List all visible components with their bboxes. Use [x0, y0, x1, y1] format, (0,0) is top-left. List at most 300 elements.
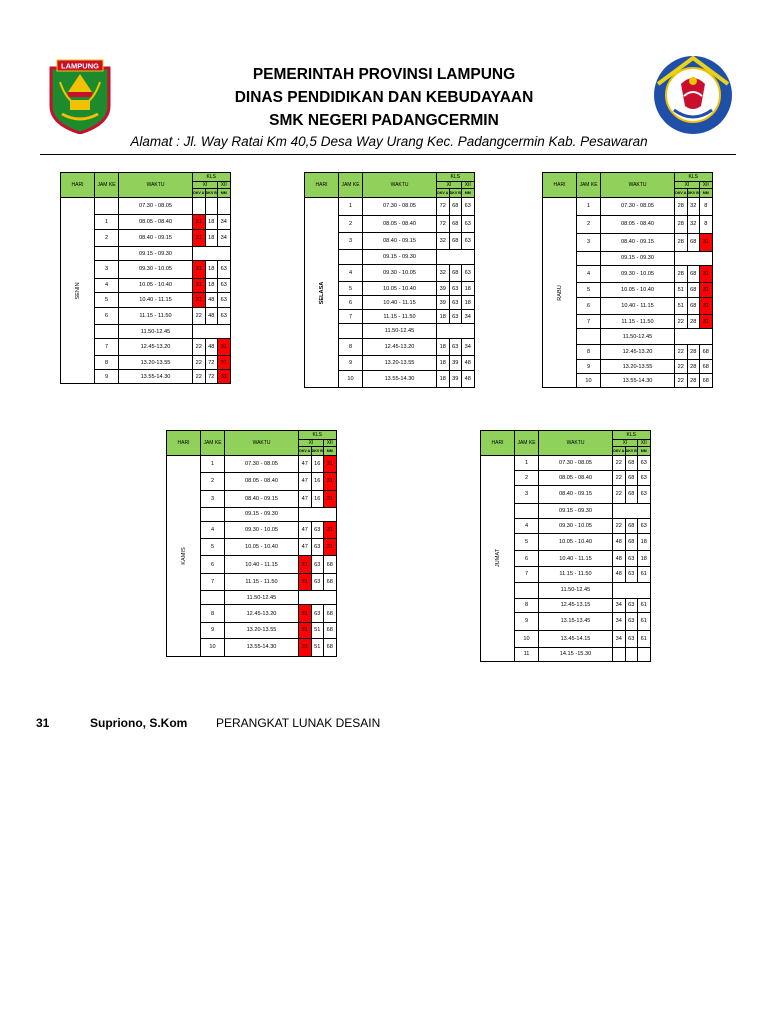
jam-ke-cell: 3 — [95, 261, 119, 279]
mm-cell: 63 — [638, 456, 651, 471]
jam-ke-cell: 4 — [201, 521, 225, 539]
schedule-row — [305, 198, 475, 216]
dkv-a-cell: 28 — [675, 198, 688, 216]
dkv-b-cell: 68 — [625, 518, 638, 533]
school-address: Alamat : Jl. Way Ratai Km 40,5 Desa Way Urang Kec. Padangcermin Kab. Pesawaran — [130, 134, 648, 149]
dkv-a-cell: 22 — [613, 471, 626, 486]
dkv-a-cell: 34 — [613, 630, 626, 647]
header-row — [543, 173, 713, 182]
schedule-row — [61, 198, 231, 215]
waktu-cell: 13.55-14.30 — [119, 370, 193, 384]
dkv-a-cell: 22 — [613, 486, 626, 504]
mm-cell: 63 — [462, 198, 475, 216]
jam-ke-cell: 4 — [95, 278, 119, 292]
waktu-cell: 07.30 - 08.05 — [225, 456, 299, 473]
dkv-b-cell — [205, 198, 218, 215]
jam-ke-cell: 3 — [339, 232, 363, 249]
waktu-cell: 13.55-14.30 — [363, 371, 437, 388]
dkv-b-cell: 63 — [625, 567, 638, 583]
jam-ke-cell: 1 — [515, 456, 539, 471]
header-divider — [40, 154, 736, 155]
waktu-cell: 10.40 - 11.15 — [363, 296, 437, 310]
waktu-cell: 09.30 - 10.05 — [363, 264, 437, 282]
break-blank-cell — [299, 507, 337, 521]
header-mm: MM — [462, 189, 475, 198]
dkv-a-cell: 32 — [437, 232, 450, 249]
mm-cell: 18 — [462, 282, 475, 296]
dkv-b-cell: 18 — [205, 229, 218, 247]
dkv-b-cell: 68 — [449, 198, 462, 216]
waktu-cell: 11.50-12.45 — [539, 582, 613, 598]
dkv-a-cell: 51 — [675, 282, 688, 297]
jam-ke-cell: 5 — [515, 533, 539, 551]
header-waktu: WAKTU — [225, 431, 299, 456]
waktu-cell: 11.50-12.45 — [119, 325, 193, 339]
waktu-cell: 10.05 - 10.40 — [225, 539, 299, 556]
jam-ke-cell: 5 — [201, 539, 225, 556]
waktu-cell: 11.15 - 11.50 — [119, 307, 193, 325]
dkv-a-cell: 34 — [613, 598, 626, 612]
dkv-b-cell: 18 — [205, 278, 218, 292]
jam-ke-cell: 7 — [95, 339, 119, 356]
dkv-b-cell: 72 — [205, 370, 218, 384]
dkv-a-cell: 72 — [437, 215, 450, 232]
mm-cell: 18 — [462, 296, 475, 310]
schedule-row — [481, 456, 651, 471]
jam-ke-cell: 7 — [339, 310, 363, 324]
jam-ke-cell — [201, 591, 225, 605]
header-line-2: DINAS PENDIDIKAN DAN KEBUDAYAAN — [234, 89, 534, 106]
waktu-cell: 08.40 - 09.15 — [363, 232, 437, 249]
waktu-cell: 10.40 - 11.15 — [601, 297, 675, 315]
dkv-a-cell: 22 — [193, 356, 206, 370]
dkv-b-cell: 32 — [687, 198, 700, 216]
waktu-cell: 09.15 - 09.30 — [601, 251, 675, 265]
dkv-a-cell: 72 — [437, 198, 450, 216]
waktu-cell: 09.30 - 10.05 — [539, 518, 613, 533]
header-waktu: WAKTU — [539, 431, 613, 456]
dkv-a-cell — [193, 198, 206, 215]
mm-cell: 31 — [700, 315, 713, 329]
header-line-1: PEMERINTAH PROVINSI LAMPUNG — [252, 66, 516, 83]
header-dkv-b: DKV B — [311, 447, 324, 456]
mm-cell: 31 — [218, 339, 231, 356]
dkv-a-cell: 31 — [299, 574, 312, 591]
dkv-a-cell: 22 — [613, 518, 626, 533]
header-line-3: SMK NEGERI PADANGCERMIN — [269, 112, 499, 129]
jam-ke-cell: 2 — [339, 215, 363, 232]
waktu-cell: 10.05 - 10.40 — [119, 278, 193, 292]
jam-ke-cell: 7 — [201, 574, 225, 591]
dkv-b-cell: 48 — [205, 307, 218, 325]
break-blank-cell — [299, 591, 337, 605]
dkv-b-cell: 68 — [687, 265, 700, 282]
mm-cell: 61 — [638, 630, 651, 647]
jam-ke-cell: 6 — [577, 297, 601, 315]
dkv-b-cell: 39 — [449, 371, 462, 388]
jam-ke-cell — [515, 582, 539, 598]
mm-cell: 31 — [700, 265, 713, 282]
jam-ke-cell: 9 — [577, 360, 601, 374]
break-blank-cell — [675, 251, 713, 265]
header-xi: XI — [675, 182, 700, 189]
waktu-cell: 13.15-13.45 — [539, 612, 613, 630]
dkv-a-cell: 48 — [613, 551, 626, 567]
waktu-cell: 11.15 - 11.50 — [539, 567, 613, 583]
jam-ke-cell: 9 — [201, 623, 225, 639]
dkv-a-cell: 47 — [299, 539, 312, 556]
dkv-b-cell: 63 — [625, 612, 638, 630]
jam-ke-cell — [95, 325, 119, 339]
jam-ke-cell: 2 — [95, 229, 119, 247]
mm-cell — [638, 647, 651, 661]
dkv-b-cell: 63 — [311, 521, 324, 539]
dkv-b-cell: 28 — [687, 374, 700, 388]
jam-ke-cell: 5 — [577, 282, 601, 297]
dkv-a-cell: 28 — [675, 233, 688, 251]
waktu-cell: 11.15 - 11.50 — [601, 315, 675, 329]
header-hari: HARI — [543, 173, 577, 198]
jam-ke-cell: 10 — [201, 638, 225, 656]
mm-cell: 31 — [700, 282, 713, 297]
waktu-cell: 13.55-14.30 — [225, 638, 299, 656]
waktu-cell: 08.05 - 08.40 — [601, 215, 675, 233]
jam-ke-cell: 4 — [577, 265, 601, 282]
day-label — [167, 456, 201, 657]
header-kls: KLS — [613, 431, 651, 440]
dkv-b-cell: 63 — [625, 551, 638, 567]
dkv-b-cell: 68 — [625, 533, 638, 551]
header-xi: XI — [193, 182, 218, 189]
header-dkv-b: DKV B — [205, 189, 218, 198]
dkv-b-cell: 32 — [687, 215, 700, 233]
waktu-cell: 09.15 - 09.30 — [225, 507, 299, 521]
dkv-b-cell: 16 — [311, 473, 324, 491]
mm-cell: 31 — [700, 297, 713, 315]
waktu-cell: 13.20-13.55 — [601, 360, 675, 374]
break-blank-cell — [675, 329, 713, 345]
mm-cell: 61 — [638, 598, 651, 612]
break-blank-cell — [193, 247, 231, 261]
dkv-b-cell: 68 — [687, 297, 700, 315]
waktu-cell: 13.20-13.55 — [225, 623, 299, 639]
dkv-b-cell: 68 — [449, 232, 462, 249]
footer-subject: PERANGKAT LUNAK DESAIN — [216, 716, 381, 730]
waktu-cell: 13.20-13.55 — [119, 356, 193, 370]
dkv-a-cell: 22 — [675, 315, 688, 329]
dkv-b-cell: 68 — [625, 456, 638, 471]
schedule-row — [167, 456, 337, 473]
day-name: SELASA — [318, 281, 325, 304]
header-hari: HARI — [305, 173, 339, 198]
dkv-a-cell: 31 — [299, 556, 312, 574]
mm-cell: 31 — [324, 456, 337, 473]
jam-ke-cell — [577, 329, 601, 345]
break-blank-cell — [437, 324, 475, 339]
dkv-b-cell: 68 — [625, 486, 638, 504]
dkv-a-cell: 34 — [613, 612, 626, 630]
dkv-a-cell: 32 — [437, 264, 450, 282]
waktu-cell: 08.05 - 08.40 — [119, 214, 193, 229]
mm-cell: 68 — [324, 638, 337, 656]
waktu-cell: 09.30 - 10.05 — [601, 265, 675, 282]
mm-cell: 18 — [638, 533, 651, 551]
mm-cell: 63 — [462, 232, 475, 249]
mm-cell: 31 — [324, 490, 337, 507]
dkv-a-cell: 51 — [675, 297, 688, 315]
header-jam-ke: JAM KE — [339, 173, 363, 198]
dkv-a-cell: 18 — [437, 339, 450, 356]
footer-number: 31 — [36, 716, 50, 730]
header-kls: KLS — [437, 173, 475, 182]
jam-ke-cell: 6 — [339, 296, 363, 310]
dkv-a-cell: 18 — [437, 356, 450, 371]
header-dkv-b: DKV B — [449, 189, 462, 198]
jam-ke-cell — [95, 198, 119, 215]
waktu-cell: 11.15 - 11.50 — [363, 310, 437, 324]
waktu-cell: 08.40 - 09.15 — [119, 229, 193, 247]
schedule-row — [543, 198, 713, 216]
mm-cell: 8 — [700, 198, 713, 216]
mm-cell: 68 — [324, 556, 337, 574]
dkv-b-cell: 63 — [311, 539, 324, 556]
header-jam-ke: JAM KE — [201, 431, 225, 456]
header-kls: KLS — [299, 431, 337, 440]
mm-cell: 48 — [462, 356, 475, 371]
dkv-b-cell: 28 — [687, 345, 700, 360]
jam-ke-cell: 1 — [577, 198, 601, 216]
waktu-cell: 09.15 - 09.30 — [363, 249, 437, 264]
jam-ke-cell: 6 — [515, 551, 539, 567]
waktu-cell: 11.50-12.45 — [225, 591, 299, 605]
mm-cell: 68 — [324, 623, 337, 639]
dkv-b-cell: 28 — [687, 315, 700, 329]
header-row — [305, 173, 475, 182]
dkv-b-cell: 39 — [449, 356, 462, 371]
waktu-cell: 09.15 - 09.30 — [119, 247, 193, 261]
header-mm: MM — [638, 447, 651, 456]
mm-cell: 63 — [638, 486, 651, 504]
day-label — [481, 456, 515, 662]
header-dkv-a: DKV A — [613, 447, 626, 456]
waktu-cell: 10.05 - 10.40 — [539, 533, 613, 551]
jam-ke-cell: 2 — [577, 215, 601, 233]
jam-ke-cell: 10 — [577, 374, 601, 388]
jam-ke-cell — [95, 247, 119, 261]
waktu-cell: 12.45-13.15 — [539, 598, 613, 612]
mm-cell: 63 — [462, 215, 475, 232]
header-dkv-a: DKV A — [437, 189, 450, 198]
waktu-cell: 14.15 -15.30 — [539, 647, 613, 661]
dkv-b-cell: 63 — [449, 310, 462, 324]
jam-ke-cell: 1 — [201, 456, 225, 473]
jam-ke-cell: 3 — [577, 233, 601, 251]
jam-ke-cell: 7 — [577, 315, 601, 329]
mm-cell: 63 — [218, 307, 231, 325]
jam-ke-cell: 6 — [95, 307, 119, 325]
dkv-a-cell: 22 — [193, 339, 206, 356]
day-label — [305, 198, 339, 388]
jam-ke-cell: 11 — [515, 647, 539, 661]
mm-cell: 8 — [700, 215, 713, 233]
header-row — [481, 431, 651, 440]
dkv-a-cell: 22 — [675, 345, 688, 360]
jam-ke-cell: 5 — [339, 282, 363, 296]
header-waktu: WAKTU — [601, 173, 675, 198]
jam-ke-cell: 9 — [95, 370, 119, 384]
waktu-cell: 08.05 - 08.40 — [363, 215, 437, 232]
mm-cell — [218, 198, 231, 215]
dkv-a-cell: 28 — [675, 215, 688, 233]
jam-ke-cell: 5 — [95, 292, 119, 307]
schedule-table-rabu — [542, 172, 713, 388]
header-xii: XII — [324, 440, 337, 447]
dkv-a-cell: 47 — [299, 490, 312, 507]
dkv-a-cell: 18 — [437, 371, 450, 388]
header-mm: MM — [700, 189, 713, 198]
jam-ke-cell: 4 — [339, 264, 363, 282]
dkv-b-cell: 28 — [687, 360, 700, 374]
dkv-b-cell: 68 — [449, 264, 462, 282]
jam-ke-cell: 7 — [515, 567, 539, 583]
day-name: RABU — [556, 284, 563, 301]
jam-ke-cell — [515, 503, 539, 518]
mm-cell: 18 — [638, 551, 651, 567]
header-jam-ke: JAM KE — [515, 431, 539, 456]
mm-cell: 31 — [700, 233, 713, 251]
dkv-b-cell: 63 — [449, 282, 462, 296]
header-kls: KLS — [675, 173, 713, 182]
waktu-cell: 08.40 - 09.15 — [225, 490, 299, 507]
waktu-cell: 07.30 - 08.05 — [601, 198, 675, 216]
jam-ke-cell — [577, 251, 601, 265]
mm-cell: 68 — [324, 605, 337, 623]
dkv-b-cell: 63 — [625, 630, 638, 647]
header-row — [61, 173, 231, 182]
dkv-b-cell: 63 — [449, 296, 462, 310]
waktu-cell: 12.45-13.20 — [119, 339, 193, 356]
dkv-a-cell: 48 — [613, 567, 626, 583]
waktu-cell: 09.30 - 10.05 — [225, 521, 299, 539]
break-blank-cell — [437, 249, 475, 264]
break-blank-cell — [613, 503, 651, 518]
svg-text:LAMPUNG: LAMPUNG — [61, 61, 99, 71]
dkv-a-cell: 31 — [193, 229, 206, 247]
waktu-cell: 11.50-12.45 — [601, 329, 675, 345]
dkv-a-cell: 31 — [299, 605, 312, 623]
dkv-b-cell: 16 — [311, 456, 324, 473]
jam-ke-cell — [339, 249, 363, 264]
mm-cell: 68 — [700, 374, 713, 388]
waktu-cell: 13.20-13.55 — [363, 356, 437, 371]
dkv-b-cell: 63 — [311, 574, 324, 591]
waktu-cell: 08.05 - 08.40 — [539, 471, 613, 486]
jam-ke-cell: 2 — [201, 473, 225, 491]
dkv-a-cell — [613, 647, 626, 661]
header-xii: XII — [462, 182, 475, 189]
header-waktu: WAKTU — [119, 173, 193, 198]
header-xii: XII — [700, 182, 713, 189]
dkv-a-cell: 28 — [675, 265, 688, 282]
dkv-b-cell: 63 — [625, 598, 638, 612]
jam-ke-cell: 10 — [515, 630, 539, 647]
mm-cell: 63 — [638, 518, 651, 533]
waktu-cell: 12.45-13.20 — [363, 339, 437, 356]
break-blank-cell — [613, 582, 651, 598]
waktu-cell: 08.05 - 08.40 — [225, 473, 299, 491]
jam-ke-cell: 3 — [201, 490, 225, 507]
day-name: KAMIS — [180, 547, 187, 565]
waktu-cell: 11.15 - 11.50 — [225, 574, 299, 591]
dkv-b-cell: 51 — [311, 638, 324, 656]
day-name: SENIN — [74, 281, 81, 300]
dkv-b-cell: 48 — [205, 339, 218, 356]
jam-ke-cell: 10 — [339, 371, 363, 388]
header-dkv-a: DKV A — [193, 189, 206, 198]
dkv-b-cell: 48 — [205, 292, 218, 307]
dkv-a-cell: 31 — [193, 214, 206, 229]
dkv-a-cell: 18 — [437, 310, 450, 324]
jam-ke-cell: 8 — [201, 605, 225, 623]
header-xi: XI — [437, 182, 462, 189]
dkv-b-cell: 68 — [687, 233, 700, 251]
dkv-b-cell: 72 — [205, 356, 218, 370]
mm-cell: 34 — [218, 214, 231, 229]
header-dkv-b: DKV B — [687, 189, 700, 198]
header-waktu: WAKTU — [363, 173, 437, 198]
waktu-cell: 10.05 - 10.40 — [601, 282, 675, 297]
dkv-b-cell: 18 — [205, 214, 218, 229]
dkv-a-cell: 48 — [613, 533, 626, 551]
dkv-b-cell: 63 — [311, 556, 324, 574]
dkv-a-cell: 22 — [193, 307, 206, 325]
mm-cell: 63 — [462, 264, 475, 282]
dkv-a-cell: 22 — [193, 370, 206, 384]
mm-cell: 63 — [218, 292, 231, 307]
header-xi: XI — [299, 440, 324, 447]
jam-ke-cell: 9 — [339, 356, 363, 371]
day-label — [61, 198, 95, 384]
dkv-a-cell: 31 — [193, 261, 206, 279]
dkv-a-cell: 22 — [675, 360, 688, 374]
mm-cell: 34 — [462, 310, 475, 324]
dkv-b-cell — [625, 647, 638, 661]
schedule-table-selasa — [304, 172, 475, 388]
waktu-cell: 13.55-14.30 — [601, 374, 675, 388]
mm-cell: 31 — [324, 521, 337, 539]
header-dkv-a: DKV A — [299, 447, 312, 456]
header-mm: MM — [324, 447, 337, 456]
day-label — [543, 198, 577, 388]
mm-cell: 63 — [218, 278, 231, 292]
mm-cell: 61 — [638, 612, 651, 630]
schedule-table-jumat — [480, 430, 651, 662]
mm-cell: 68 — [324, 574, 337, 591]
jam-ke-cell: 8 — [515, 598, 539, 612]
dkv-a-cell: 22 — [613, 456, 626, 471]
jam-ke-cell: 2 — [515, 471, 539, 486]
jam-ke-cell: 8 — [577, 345, 601, 360]
waktu-cell: 07.30 - 08.05 — [119, 198, 193, 215]
waktu-cell: 11.50-12.45 — [363, 324, 437, 339]
dkv-b-cell: 16 — [311, 490, 324, 507]
waktu-cell: 12.45-13.20 — [225, 605, 299, 623]
dkv-b-cell: 68 — [449, 215, 462, 232]
jam-ke-cell: 9 — [515, 612, 539, 630]
jam-ke-cell: 1 — [95, 214, 119, 229]
header-kls: KLS — [193, 173, 231, 182]
dkv-a-cell: 47 — [299, 521, 312, 539]
